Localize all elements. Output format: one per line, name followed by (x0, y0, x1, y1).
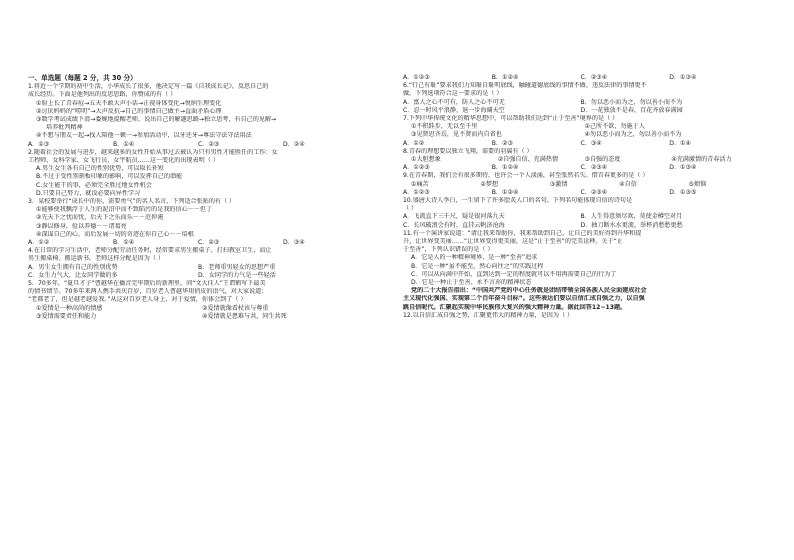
answer-option: A．①② (28, 239, 50, 247)
question-line: C．可以从向满中开始，直到达到一定的程度就可以不用再需要自己的行为了 (411, 270, 617, 278)
answer-option: B．勿以恶小而为之，勿以善小而不为 (580, 98, 683, 106)
answer-option: B．①④ (113, 239, 135, 247)
question-line: 于至善”，下列认识错误的是（ ） (403, 246, 494, 254)
option-row (403, 140, 758, 148)
question-line: B．它是一种“虽不能至，然心向往之”的实践过程 (411, 262, 544, 270)
question-line: ①脸上长了青春痘→五天不敢大声小话→正视身体变化→悦纳生理变化 (36, 99, 222, 107)
answer-option: ③爱情需要责任和能力 (36, 312, 97, 320)
option-row (28, 264, 368, 272)
answer-option: ④爱情就是患难与共，同生共死 (202, 312, 287, 320)
answer-option: A．①③ (28, 140, 50, 148)
question-line: 4.在日常的学习生活中，老师分配劳动任务时，经常要求男生搬桌子、打扫教室卫生，而让 (28, 247, 272, 255)
question-line: ②先天下之忧而忧，后天下之乐而乐－－范仲淹 (36, 214, 164, 222)
right-column (403, 74, 758, 320)
answer-option: ④自信 (619, 180, 637, 188)
option-row (28, 305, 368, 313)
answer-option: ②爱情就像看杖该与尊重 (202, 304, 269, 312)
answer-option: A．①②③ (403, 188, 430, 196)
answer-option: ①大胆想象 (411, 156, 441, 164)
question-line: C.女生能干的事，必须完全胜过地女性机会 (36, 181, 152, 189)
option-row (403, 107, 758, 115)
question-line: A．它是人的一种精神境界，是一种“至善”追求 (411, 254, 538, 262)
answer-option: ③激情 (549, 180, 568, 188)
answer-option: ⑤烦恼 (688, 180, 707, 188)
answer-option: D．①③④ (669, 164, 697, 172)
question-line: 8.青春的理想要以独立飞翔，需要的羽翼有（ ） (403, 147, 533, 155)
answer-option: C．②③ (198, 239, 220, 247)
question-line: ②讨厌妈妈的“唠叨”→大声反抗→自己的事情自己做主→直面矛盾心理 (36, 107, 222, 115)
option-row (28, 239, 368, 247)
question-line: A.男生女生各有自己的性别优势，可以取长补短 (36, 165, 164, 173)
question-line: B.不过于受性别刻板印象的影响，可以发挥自己的潜能 (36, 173, 183, 181)
question-line: 11.有一个演讲家说道：“请让我来帮助你，我来帮助到自己，让自己的美好得到升华和提 (403, 229, 642, 237)
answer-option: C．忍一时风平浪静，退一步海阔天空 (403, 106, 505, 114)
option-row (403, 99, 758, 107)
answer-option: A．男生女生拥有自己的性别优势 (28, 263, 118, 271)
answer-option: C．②③④ (580, 164, 608, 172)
answer-option: D．抽刀断水水更流，举杯消愁愁更愁 (580, 221, 683, 229)
question-line: ①能够使我飘浮于人生的泥沼中而不致陷污的是我的信心－－但丁 (36, 206, 213, 214)
answer-option: ②自强自信、充满热情 (497, 156, 559, 164)
answer-option: ①不积跬步，无以至千里 (411, 123, 478, 131)
question-line: D.只要自己努力，就没必要向异性学习 (36, 189, 141, 197)
question-line: ③静以修身，俭以养德－－诸葛亮 (36, 222, 127, 230)
question-line: 9.在青春期，我们会有很多期待，也许会一个人淡涌，甚至张然若失。借青春更多的是（ ） (403, 172, 649, 180)
section-title: 一、单选题（每题 2 分，共 30 分） (28, 74, 137, 82)
question-line: 10.盛唐大诗人李白，一生留下了许多脍炙人口的名句。下列名句能体现自信的诗句是 (403, 197, 633, 205)
question-line: 跳自信呢代。汇聚起实现中华民族伟大复兴的强大精神力量。据此回答12~13题。 (403, 303, 627, 311)
question-line: “老都老了，但是越老越爱我。”从这对百岁老人身上，对于爱情，你体会到了（ ） (28, 296, 247, 304)
answer-option: B．人生得意须尽欢，莫使金樽空对月 (580, 213, 683, 221)
question-line: 培养批判精神 (46, 124, 83, 132)
question-line: 主义现代化强国、实现第二个百年奋斗目标”。这些表达们要以自信汇成自强之力，以自强 (403, 295, 645, 303)
option-row (403, 222, 758, 230)
option-row (403, 131, 758, 139)
question-line: 男生搬桌椅、搬运新书。老师这样分配是因为（ ） (28, 255, 164, 263)
question-line: D．它是一种止于至善、永不言弃的精神状态 (411, 279, 532, 287)
answer-option: ②梦想 (480, 180, 499, 188)
answer-option: A．飞流直下三千尺，疑是银河落九天 (403, 213, 505, 221)
option-row (28, 141, 368, 149)
answer-option: C．长风破浪会有时，直挂云帆济沧海 (403, 221, 505, 229)
answer-option: B．①②④ (491, 164, 519, 172)
answer-option: D．一花独放不是春，百花齐放春满园 (580, 106, 683, 114)
option-row (403, 181, 758, 189)
question-line: 5．70多年，“夏旦才子”曹越华在播音完毕期后的新理里，问“文大佳人”王谓鹤写下最美 (28, 280, 266, 288)
answer-option: C．②③④ (580, 188, 608, 196)
right-questions (403, 74, 758, 320)
answer-option: A．富人之心不可有，防人之心不可无 (403, 98, 505, 106)
option-row (403, 213, 758, 221)
question-line: 工程师、女科学家、女飞行员、女宇航员……这一变化的出现表明（ ） (28, 157, 219, 165)
question-line: 党的二十大报告指出：“中国共产党的中心任务就是团结带领全国各族人民全面建成社会 (411, 287, 647, 295)
option-row (28, 272, 368, 280)
answer-option: D．女同学的力气是一些轻活 (198, 271, 276, 279)
question-line: 6.“行己有耻”要求我们力知耻自耻明底线，触碰道德底线的事情不做。违反法律的事情更不 (403, 82, 647, 90)
answer-option: D．①③⑤ (669, 188, 697, 196)
answer-option: C．②③④ (580, 74, 608, 81)
answer-option: D．①③④ (669, 74, 697, 81)
question-line: 成长经历。下面是他列出的反思思路，你赞成的有（ ） (28, 91, 177, 99)
question-line: 3．某校要举行“成长中的你，需要勇气”的名人名言，下列适合张贴的有（ ） (28, 198, 236, 206)
answer-option: C．②③ (198, 140, 220, 148)
answer-option: B．②③ (491, 139, 513, 147)
question-line: ④不想与朋友一起→找人陪他一顿一→参加活动中，以牙还牙→尊法守法守法用法 (36, 132, 252, 140)
answer-option: ①痛苦 (411, 180, 429, 188)
option-row (403, 74, 758, 82)
answer-option: ③见贤思齐焉，见不贤而内自省也 (411, 131, 502, 139)
option-row (403, 164, 758, 172)
question-line: 1.将近一个学期的初中生活，小华成长了很多，他决定写一篇《自我成长记》，反思自己的 (28, 83, 269, 91)
left-column (28, 74, 368, 321)
answer-option: C．女生力气大，比女同学做的多 (28, 271, 118, 279)
option-row (403, 189, 758, 197)
answer-option: ③自强的态度 (584, 156, 621, 164)
question-line: 升，让世界变美丽……”让世界变得更美丽，这是“止于至善”的完美诠释。关于“止 (403, 238, 623, 246)
question-line: 12.以自信汇成自强之势，汇聚更伟大的精神力量，是因为（ ） (403, 311, 574, 319)
answer-option: B．①④ (113, 140, 135, 148)
question-line: ④深谋自己的心，而后发展一切的奇迹在你自己心－－培根 (36, 230, 194, 238)
answer-option: A．①②③ (403, 164, 430, 172)
answer-option: C．③④ (580, 139, 602, 147)
answer-option: ①爱情是一种高尚的情感 (36, 304, 103, 312)
answer-option: ②己所不欲，勿施于人 (584, 123, 645, 131)
answer-option: B．①②④ (491, 188, 519, 196)
answer-option: ④勿以恶小而为之，勿以善小而不为 (584, 131, 682, 139)
answer-option: ④充满激情的青春活力 (671, 156, 732, 164)
question-line: 做。下列选项符合这一要求的是（ ） (403, 90, 503, 98)
answer-option: A．①②③ (403, 74, 430, 81)
exam-sheet (28, 74, 768, 514)
question-line: （ ） (403, 205, 418, 213)
answer-option: D．①④ (669, 139, 691, 147)
left-questions (28, 83, 368, 321)
answer-option: D．②④ (283, 140, 305, 148)
question-line: 7.下列中华传统文化的精华思想中，可以帮助我们达到“止于至善”境界的是（ ） (403, 115, 619, 123)
question-line: 的情书情节。70多年来两人携手共庆百岁，百岁老人曹越华用俏皮的语气，对大家说道： (28, 288, 268, 296)
question-line: 2.随着社会的发展与进步，越来越多的女性开始从事过去被认为只有男性才能胜任的工作：女 (28, 148, 278, 156)
answer-option: B．老师重男轻女的思想严重 (198, 263, 276, 271)
answer-option: B．①②④ (491, 74, 519, 81)
answer-option: D．③④ (283, 239, 305, 247)
option-row (403, 156, 758, 164)
option-row (28, 313, 368, 321)
answer-option: A．①② (403, 139, 425, 147)
question-line: ③数学考试成绩下滑→委婉地提醒老师，说出自己的解题思路→独立思考，有自己的见解→ (36, 116, 277, 124)
